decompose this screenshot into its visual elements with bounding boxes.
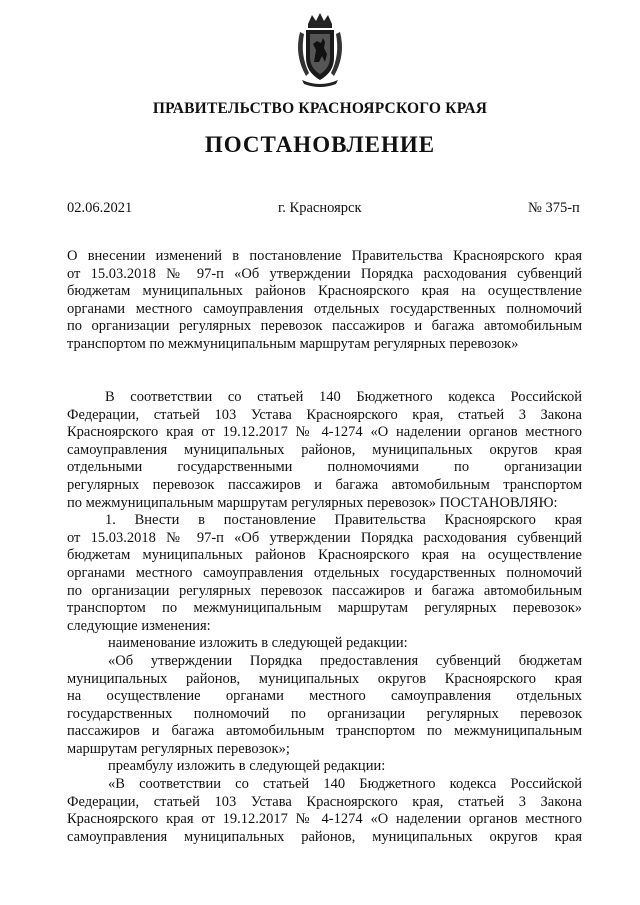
body-line: отдельными государственными полномочиями по организации — [67, 459, 582, 476]
body-line: наименование изложить в следующей редакции: — [108, 635, 408, 652]
coat-of-arms-emblem — [292, 10, 348, 90]
body-line: маршрутам регулярных перевозок»; — [67, 740, 290, 757]
body-line: самоуправления муниципальных районов, муниципальных округов края — [67, 828, 582, 845]
document-number: № 375-п — [528, 200, 580, 216]
body-line: «Об утверждении Порядка предоставления субвенций бюджетам — [108, 652, 582, 669]
body-line: регулярных перевозок пассажиров и багажа автомобильным транспортом — [67, 476, 582, 493]
subject-line: по организации регулярных перевозок пассажиров и багажа автомобильным — [67, 318, 582, 335]
subject-line: О внесении изменений в постановление Правительства Красноярского края — [67, 248, 582, 264]
body-line: Федерации, статьей 103 Устава Красноярского края, статьей 3 Закона — [67, 793, 582, 810]
document-date: 02.06.2021 — [67, 200, 133, 216]
body-line: муниципальных районов, муниципальных округов Красноярского края — [67, 670, 582, 687]
body-line: бюджетам муниципальных районов Красноярского края на осуществление — [67, 547, 582, 564]
body-line: по организации регулярных перевозок пассажиров и багажа автомобильным — [67, 582, 582, 599]
body-line: Красноярского края от 19.12.2017 № 4-1274 «О наделении органов местного — [67, 424, 582, 441]
body-line: 1. Внести в постановление Правительства Красноярского края — [105, 512, 582, 529]
body-line: от 15.03.2018 № 97-п «Об утверждении Порядка расходования субвенций — [67, 529, 582, 546]
body-line: по межмуниципальным маршрутам регулярных перевозок» ПОСТАНОВЛЯЮ: — [67, 494, 558, 511]
body-line: В соответствии со статьей 140 Бюджетного кодекса Российской — [105, 389, 582, 405]
body-line: Федерации, статьей 103 Устава Красноярского края, статьей 3 Закона — [67, 406, 582, 423]
document-type-title: ПОСТАНОВЛЕНИЕ — [204, 132, 436, 157]
body-line: на осуществление органами местного самоуправления отдельных — [67, 688, 582, 705]
subject-line: органами местного самоуправления отдельных государственных полномочий — [67, 300, 582, 317]
body-line: Красноярского края от 19.12.2017 № 4-1274 «О наделении органов местного — [67, 811, 582, 828]
body-line: органами местного самоуправления отдельных государственных полномочий — [67, 564, 582, 581]
body-line: государственных полномочий по организации регулярных перевозок — [67, 705, 582, 722]
government-name: ПРАВИТЕЛЬСТВО КРАСНОЯРСКОГО КРАЯ — [152, 100, 488, 117]
document-body — [67, 389, 582, 846]
subject-line: от 15.03.2018 № 97-п «Об утверждении Порядка расходования субвенций — [67, 265, 582, 282]
body-line: преамбулу изложить в следующей редакции: — [108, 758, 386, 775]
subject-line: транспортом по межмуниципальным маршрутам регулярных перевозок» — [67, 335, 519, 352]
document-city: г. Красноярск — [278, 200, 362, 216]
body-line: «В соответствии со статьей 140 Бюджетного кодекса Российской — [108, 776, 582, 793]
document-subject — [67, 248, 582, 354]
body-line: следующие изменения: — [67, 617, 211, 634]
body-line: транспортом по межмуниципальным маршрутам регулярных перевозок» — [67, 600, 582, 617]
body-line: пассажиров и багажа автомобильным транспортом по межмуниципальным — [67, 723, 582, 740]
body-line: самоуправления муниципальных районов, муниципальных округов края — [67, 441, 582, 458]
subject-line: бюджетам муниципальных районов Красноярского края на осуществление — [67, 283, 582, 300]
